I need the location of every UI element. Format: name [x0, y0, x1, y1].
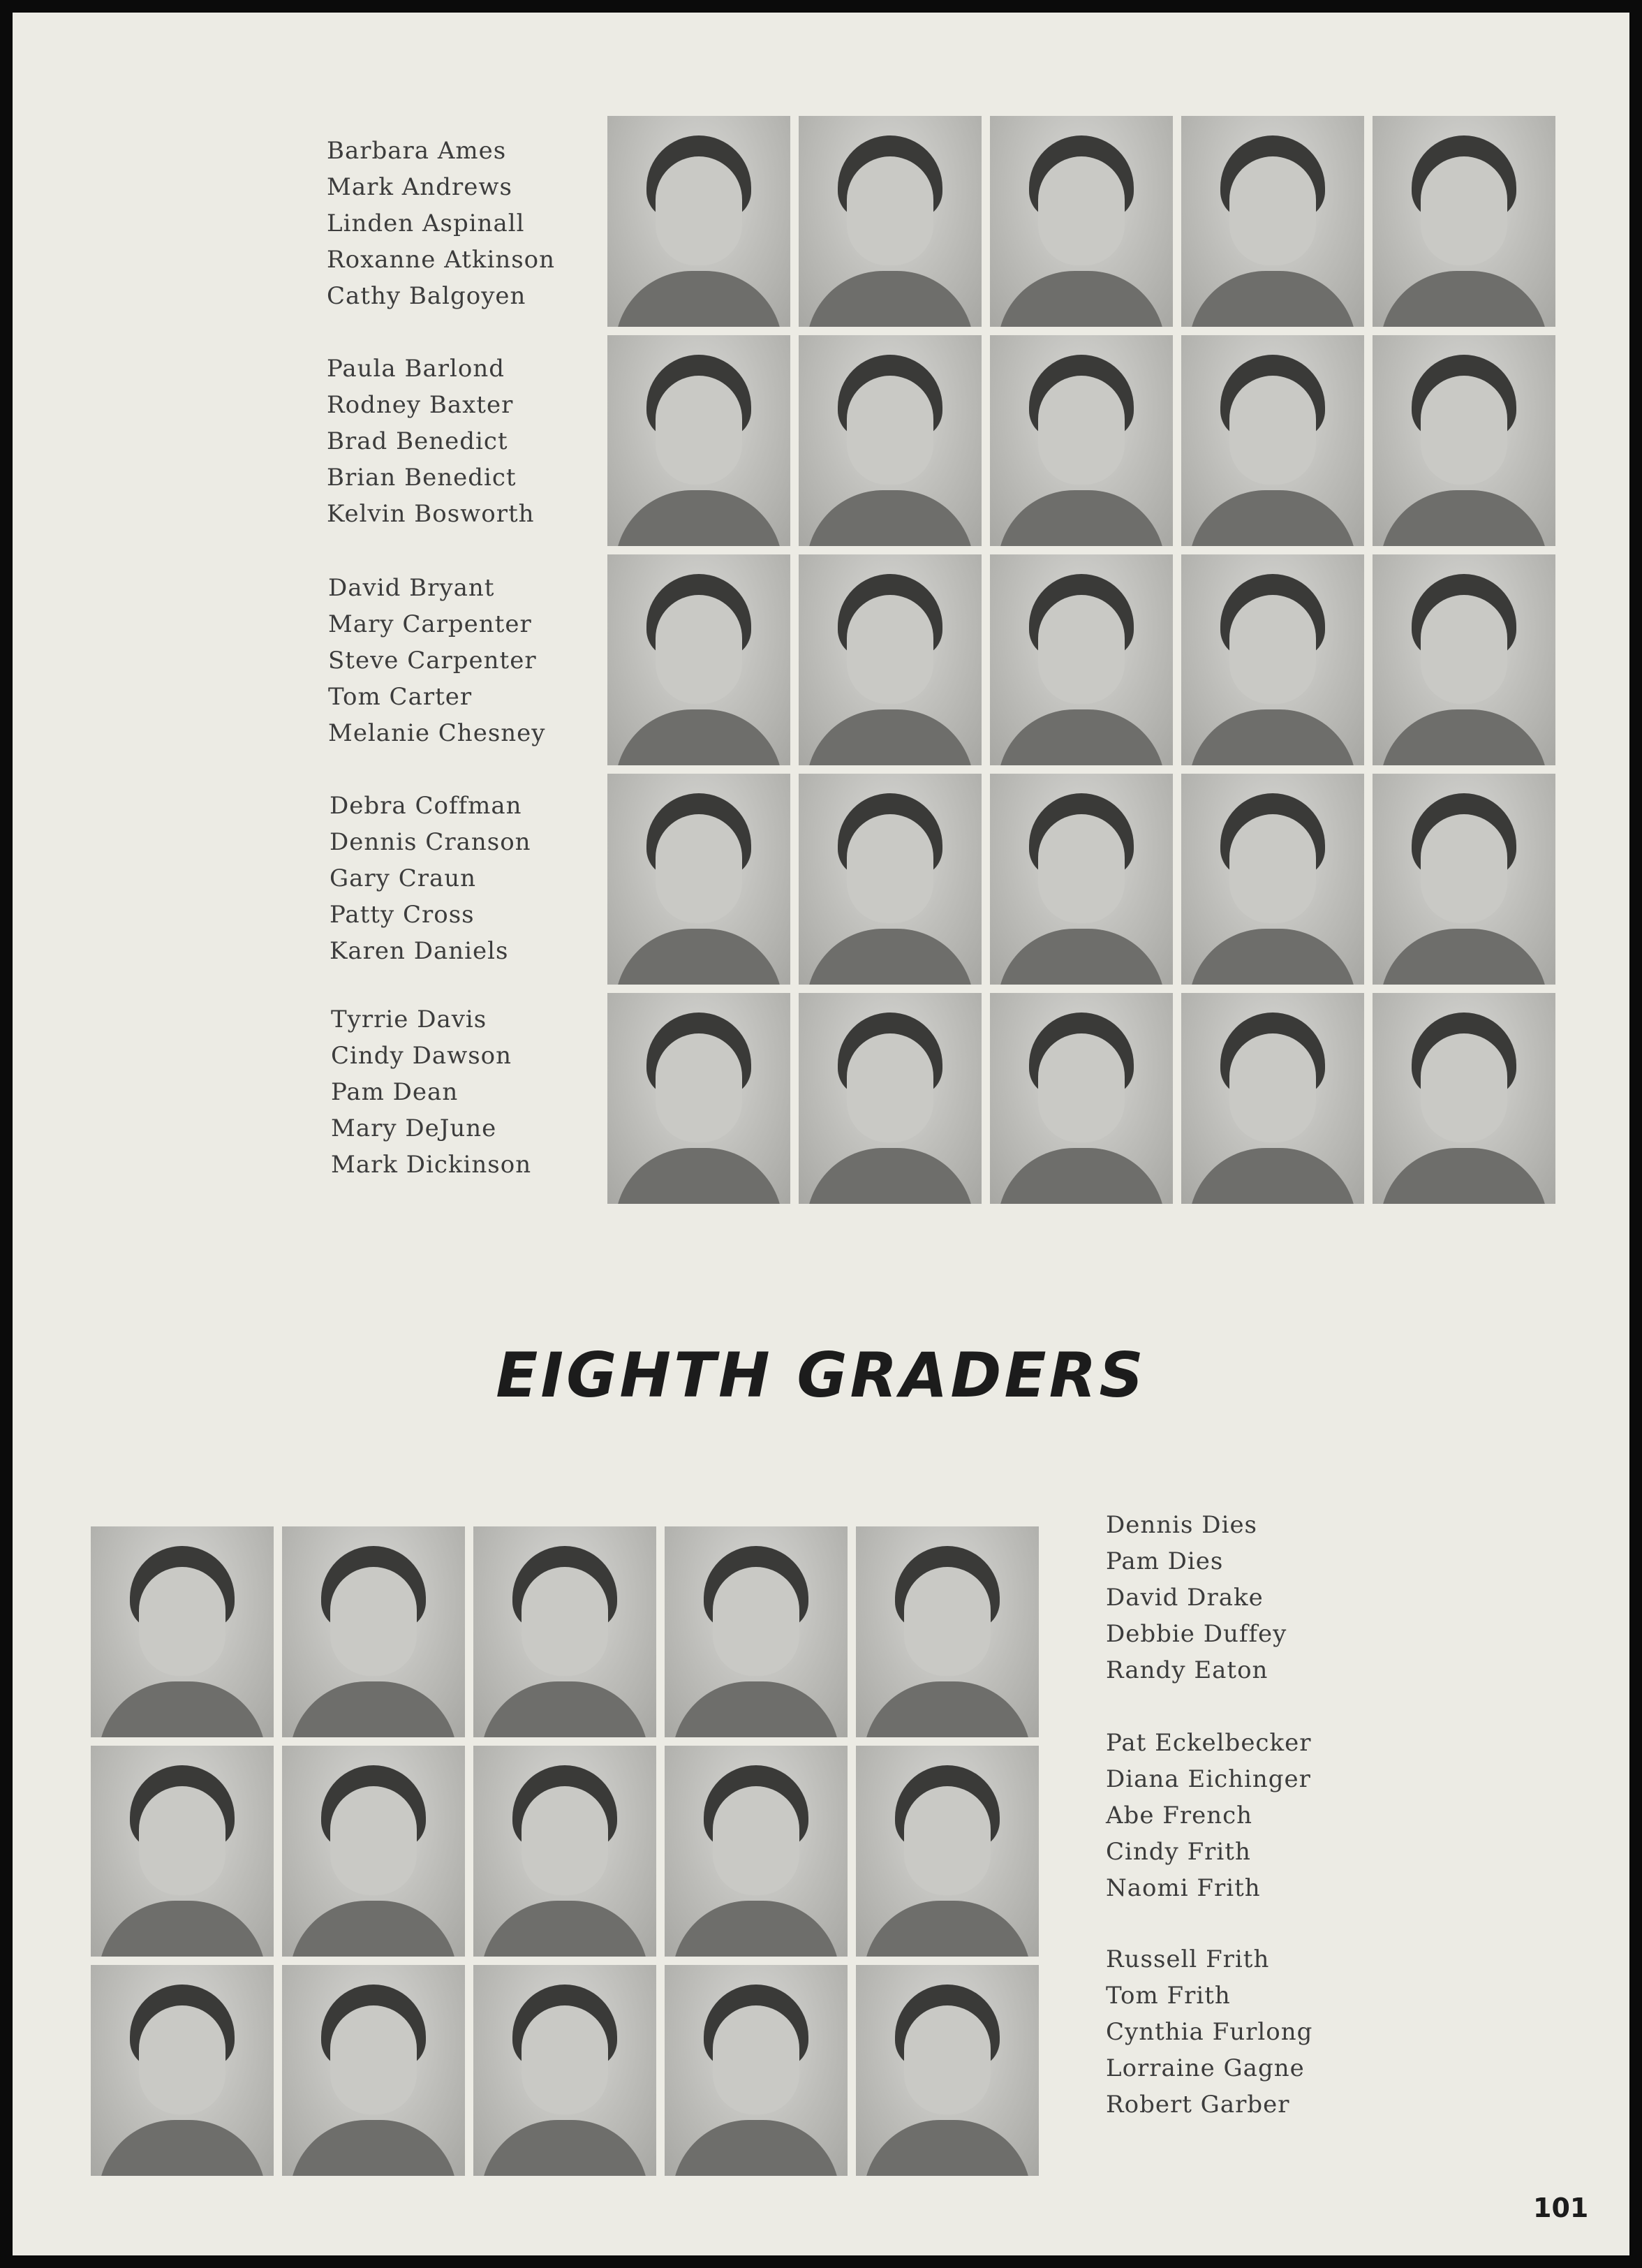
bottom-photo-grid: [91, 1526, 1039, 2176]
student-portrait: [1373, 335, 1555, 546]
student-name: Tom Carter: [328, 683, 473, 711]
student-name: Abe French: [1106, 1802, 1253, 1829]
student-name: Cathy Balgoyen: [327, 282, 526, 310]
student-portrait: [1373, 554, 1555, 765]
name-list-row-4: [330, 788, 531, 969]
student-name: Tyrrie Davis: [331, 1006, 487, 1033]
student-name: Brad Benedict: [327, 427, 508, 455]
student-name: Cindy Frith: [1106, 1838, 1251, 1866]
student-name: Debbie Duffey: [1106, 1620, 1287, 1648]
student-portrait: [990, 993, 1173, 1204]
student-portrait: [607, 774, 790, 985]
student-portrait: [607, 554, 790, 765]
student-portrait: [856, 1965, 1039, 2176]
student-portrait: [1181, 993, 1364, 1204]
student-portrait: [799, 554, 982, 765]
student-name: Pat Eckelbecker: [1106, 1729, 1312, 1757]
student-portrait: [473, 1526, 656, 1737]
student-name: Pam Dies: [1106, 1547, 1224, 1575]
student-portrait: [665, 1965, 848, 2176]
student-name: Brian Benedict: [327, 464, 517, 492]
student-portrait: [990, 116, 1173, 327]
student-name: Linden Aspinall: [327, 209, 525, 237]
name-list-bottom-row-3: [1106, 1941, 1312, 2123]
student-portrait: [799, 335, 982, 546]
student-portrait: [282, 1965, 465, 2176]
student-name: Dennis Dies: [1106, 1511, 1258, 1539]
student-portrait: [990, 774, 1173, 985]
student-portrait: [1373, 116, 1555, 327]
student-name: Karen Daniels: [330, 937, 509, 965]
student-name: Roxanne Atkinson: [327, 246, 556, 274]
student-name: Mary DeJune: [331, 1114, 497, 1142]
student-name: Kelvin Bosworth: [327, 500, 535, 528]
section-heading: EIGHTH GRADERS: [496, 1339, 1146, 1411]
student-portrait: [665, 1746, 848, 1957]
name-list-row-3: [328, 570, 546, 751]
student-name: Patty Cross: [330, 901, 475, 929]
student-name: Naomi Frith: [1106, 1874, 1261, 1902]
student-portrait: [856, 1526, 1039, 1737]
student-name: David Bryant: [328, 574, 495, 602]
student-portrait: [1181, 554, 1364, 765]
student-name: Steve Carpenter: [328, 647, 537, 675]
student-portrait: [91, 1746, 274, 1957]
student-portrait: [607, 993, 790, 1204]
student-portrait: [799, 116, 982, 327]
student-name: Russell Frith: [1106, 1945, 1270, 1973]
student-portrait: [1373, 774, 1555, 985]
top-photo-grid: [607, 116, 1555, 1204]
student-name: Melanie Chesney: [328, 719, 546, 747]
student-portrait: [799, 993, 982, 1204]
student-name: Barbara Ames: [327, 137, 507, 165]
student-name: David Drake: [1106, 1584, 1264, 1612]
student-name: Dennis Cranson: [330, 828, 531, 856]
student-name: Tom Frith: [1106, 1982, 1231, 2010]
student-name: Rodney Baxter: [327, 391, 514, 419]
student-portrait: [607, 335, 790, 546]
name-list-row-1: [327, 133, 555, 314]
student-portrait: [473, 1965, 656, 2176]
student-name: Mark Dickinson: [331, 1151, 532, 1179]
student-name: Debra Coffman: [330, 792, 522, 820]
student-portrait: [91, 1526, 274, 1737]
name-list-row-5: [331, 1001, 531, 1183]
name-list-bottom-row-2: [1106, 1725, 1311, 1906]
student-name: Randy Eaton: [1106, 1656, 1269, 1684]
student-name: Diana Eichinger: [1106, 1765, 1311, 1793]
name-list-row-2: [327, 351, 535, 532]
yearbook-page: [13, 13, 1629, 2255]
student-name: Gary Craun: [330, 864, 477, 892]
student-portrait: [856, 1746, 1039, 1957]
student-name: Mark Andrews: [327, 173, 512, 201]
student-portrait: [990, 554, 1173, 765]
student-portrait: [607, 116, 790, 327]
page-number: 101: [1533, 2193, 1589, 2223]
student-name: Paula Barlond: [327, 355, 505, 383]
student-portrait: [282, 1526, 465, 1737]
student-portrait: [1181, 116, 1364, 327]
student-portrait: [665, 1526, 848, 1737]
student-name: Mary Carpenter: [328, 610, 532, 638]
student-portrait: [799, 774, 982, 985]
name-list-bottom-row-1: [1106, 1507, 1287, 1688]
student-portrait: [1181, 774, 1364, 985]
student-name: Robert Garber: [1106, 2091, 1290, 2119]
student-name: Cynthia Furlong: [1106, 2018, 1313, 2046]
student-portrait: [282, 1746, 465, 1957]
student-portrait: [1373, 993, 1555, 1204]
student-name: Cindy Dawson: [331, 1042, 512, 1070]
student-name: Pam Dean: [331, 1078, 459, 1106]
student-name: Lorraine Gagne: [1106, 2054, 1305, 2082]
student-portrait: [1181, 335, 1364, 546]
student-portrait: [990, 335, 1173, 546]
student-portrait: [91, 1965, 274, 2176]
student-portrait: [473, 1746, 656, 1957]
